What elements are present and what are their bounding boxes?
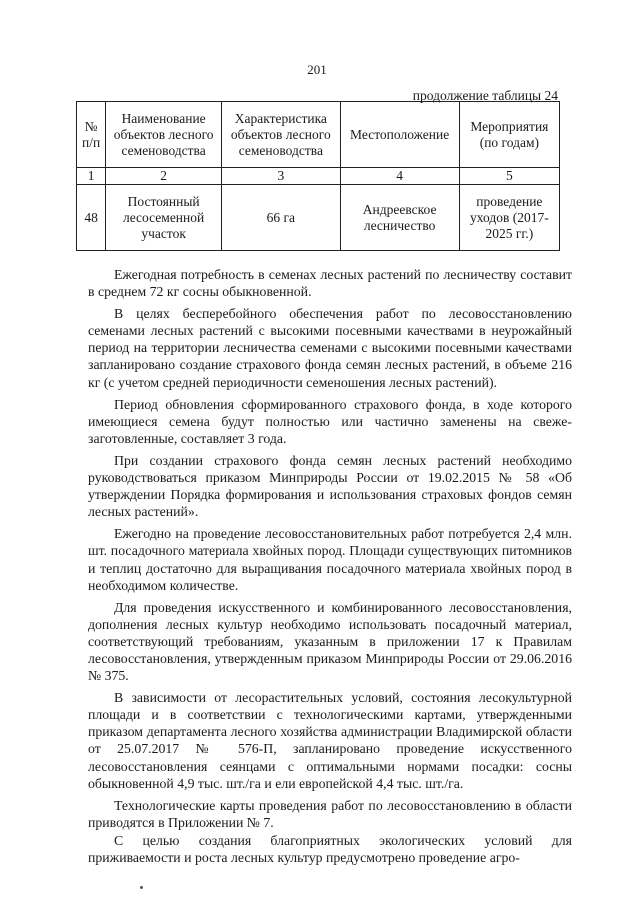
column-number-cell: 5 bbox=[459, 168, 559, 185]
data-table bbox=[76, 101, 560, 251]
scan-speck bbox=[140, 886, 143, 889]
column-number-cell: 3 bbox=[222, 168, 340, 185]
table-header-row bbox=[77, 102, 560, 168]
header-cell-characteristic: Характеристика объектов лесного семеноводства bbox=[222, 102, 340, 168]
column-number-cell: 1 bbox=[77, 168, 106, 185]
paragraph: С целью создания благоприятных экологических условий для приживаемости и роста лесных культур предусмотрено проведение агро- bbox=[88, 832, 572, 865]
table-cell: 48 bbox=[77, 185, 106, 251]
header-cell-object-name: Наименование объектов лесного семеноводства bbox=[106, 102, 222, 168]
paragraph: При создании страхового фонда семян лесных растений необходимо руководствоваться приказом Минприроды России от 19.02.2015 № 58 «Об утверждении Порядка формирования и использования страховых фондов семян лесных растений». bbox=[88, 452, 572, 520]
paragraph: В целях бесперебойного обеспечения работ по лесовосстановлению семенами лесных растений с высокими посевными качествами в неурожайный период на территории лесничества семенами с высокими посевными качествами запланировано создание страхового фонда семян лесных растений, в объеме 216 кг (с учетом средней периодичности семеношения лесных растений). bbox=[88, 306, 572, 390]
table-cell: Андреевское лесничество bbox=[340, 185, 459, 251]
header-cell-number: № п/п bbox=[77, 102, 106, 168]
paragraph: Период обновления сформированного страхового фонда, в ходе которого имеющиеся семена будут полностью или частично заменены на свеже-заготовленные, составляет 3 года. bbox=[88, 396, 572, 446]
body-text bbox=[88, 266, 572, 871]
column-number-cell: 4 bbox=[340, 168, 459, 185]
paragraph: Ежегодно на проведение лесовосстановительных работ потребуется 2,4 млн. шт. посадочного материала хвойных пород. Площади существующих питомников и теплиц достаточно для выращивания посадочного материала хвойных пород в необходимом количестве. bbox=[88, 526, 572, 593]
table-row bbox=[77, 185, 560, 251]
paragraph: Ежегодная потребность в семенах лесных растений по лесничеству составит в среднем 72 кг сосны обыкновенной. bbox=[88, 267, 572, 300]
paragraph: Для проведения искусственного и комбинированного лесовосстановления, дополнения лесных культур необходимо использовать посадочный материал, соответствующий требованиям, указанным в приложении 17 к Правилам лесовосстановления, утвержденным приказом Минприроды России от 29.06.2016 № 375. bbox=[88, 599, 572, 684]
column-number-row bbox=[77, 168, 560, 185]
header-cell-location: Местоположение bbox=[340, 102, 459, 168]
paragraph: Технологические карты проведения работ по лесовосстановлению в области приводятся в Приложении № 7. bbox=[88, 797, 572, 830]
column-number-cell: 2 bbox=[106, 168, 222, 185]
paragraph: В зависимости от лесорастительных условий, состояния лесокультурной площади и в соответствии с технологическими картами, утвержденными приказом департамента лесного хозяйства администрации Владимирской области от 25.07.2017 № 576-П, запланировано проведение искусственного лесовосстановления сеянцами с оптимальными нормами посадки: сосны обыкновенной 4,9 тыс. шт./га и ели европейской 4,4 тыс. шт./га. bbox=[88, 690, 572, 791]
table-cell: проведение уходов (2017-2025 гг.) bbox=[459, 185, 559, 251]
table-continuation-caption: продолжение таблицы 24 bbox=[412, 88, 558, 103]
table-cell: Постоянный лесосеменной участок bbox=[106, 185, 222, 251]
header-cell-activities: Мероприятия (по годам) bbox=[459, 102, 559, 168]
table-cell: 66 га bbox=[222, 185, 340, 251]
page-number: 201 bbox=[307, 62, 327, 77]
